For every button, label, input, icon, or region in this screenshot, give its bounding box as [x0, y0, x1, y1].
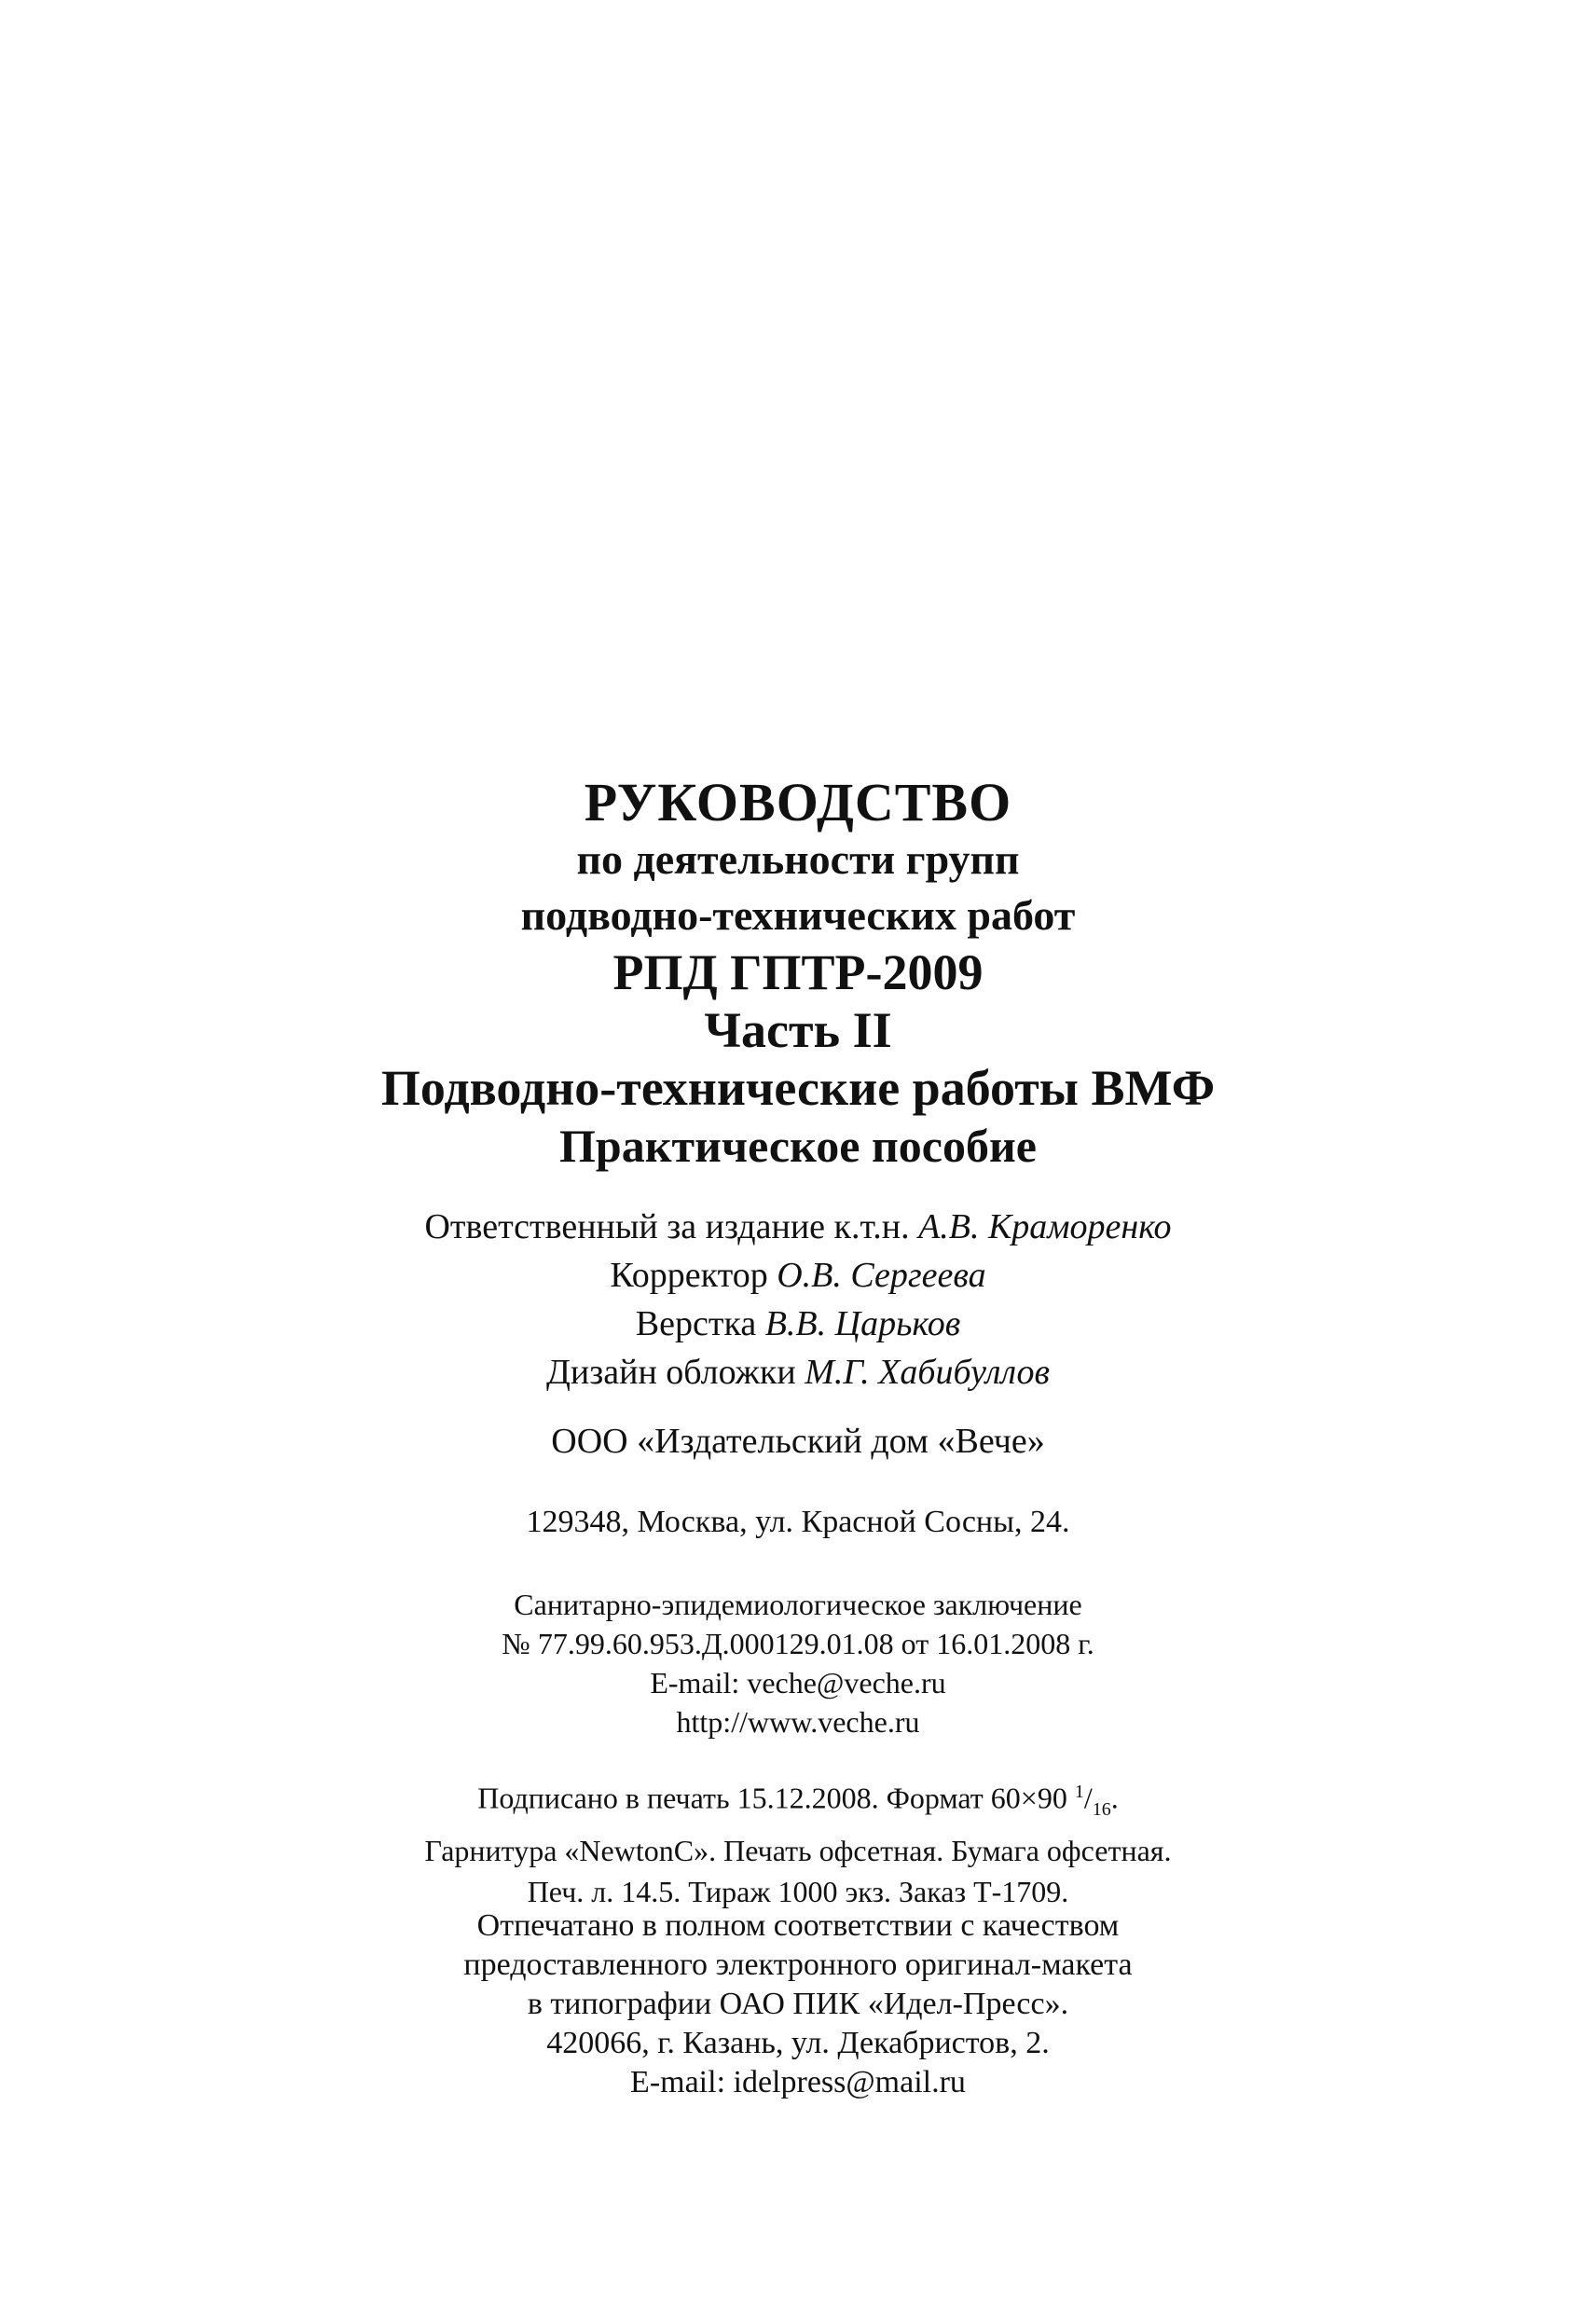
print-signed-end: .	[1110, 1781, 1119, 1815]
publisher-email: E-mail: veche@veche.ru	[650, 1666, 946, 1700]
credit-layout-role: Верстка	[635, 1304, 757, 1343]
book-subtitle-line-1: по деятельности групп	[576, 835, 1020, 883]
credit-editor-name: А.В. Краморенко	[918, 1207, 1172, 1246]
printer-line-1: Отпечатано в полном соответствии с качеством	[476, 1908, 1120, 1943]
credit-corrector	[0, 1251, 1596, 1300]
print-info-block	[0, 1771, 1596, 1912]
print-run: Печ. л. 14.5. Тираж 1000 экз. Заказ Т-1709.	[527, 1875, 1069, 1909]
printer-email: E-mail: idelpress@mail.ru	[630, 2065, 966, 2099]
part-number: Часть II	[704, 1002, 892, 1058]
credit-corrector-role: Корректор	[610, 1256, 768, 1295]
sanitary-number: № 77.99.60.953.Д.000129.01.08 от 16.01.2008 г.	[502, 1627, 1094, 1660]
credit-editor-role: Ответственный за издание к.т.н.	[424, 1207, 910, 1246]
credit-cover	[0, 1348, 1596, 1397]
printer-line-3: в типографии ОАО ПИК «Идел-Пресс».	[527, 1987, 1069, 2021]
credit-cover-role: Дизайн обложки	[545, 1353, 796, 1392]
publisher-name: ООО «Издательский дом «Вече»	[551, 1422, 1045, 1461]
publisher-address: 129348, Москва, ул. Красной Сосны, 24.	[526, 1505, 1070, 1539]
book-title: РУКОВОДСТВО	[584, 772, 1012, 833]
print-signed-format: Подписано в печать 15.12.2008. Формат 60×90 $^1/_{16}$.	[477, 1781, 1119, 1821]
book-subtitle-line-2: подводно-технических работ	[520, 891, 1076, 939]
print-typeface: Гарнитура «NewtonC». Печать офсетная. Бумага офсетная.	[424, 1834, 1172, 1868]
document-code: РПД ГПТР-2009	[612, 944, 984, 1000]
credit-editor	[0, 1203, 1596, 1251]
publisher-address-block	[0, 1501, 1596, 1544]
print-signed-text: Подписано в печать 15.12.2008. Формат 60×90	[477, 1781, 1067, 1815]
part-title: Подводно-технические работы ВМФ	[380, 1060, 1216, 1116]
format-numerator: 1	[1074, 1782, 1084, 1802]
publisher-block	[0, 1417, 1596, 1466]
publisher-website: http://www.veche.ru	[676, 1705, 920, 1739]
credit-cover-name: М.Г. Хабибуллов	[805, 1353, 1051, 1392]
title-block	[0, 774, 1596, 1175]
credit-layout-name: В.В. Царьков	[764, 1304, 961, 1343]
sanitary-title: Санитарно-эпидемиологическое заключение	[514, 1588, 1082, 1621]
printer-line-2: предоставленного электронного оригинал-макета	[463, 1947, 1133, 1982]
format-denominator: 16	[1092, 1799, 1111, 1821]
sanitary-block	[0, 1585, 1596, 1741]
credit-layout	[0, 1300, 1596, 1348]
printer-block	[0, 1906, 1596, 2102]
credit-corrector-name: О.В. Сергеева	[777, 1256, 986, 1295]
credits-block	[0, 1203, 1596, 1397]
publication-kind: Практическое пособие	[559, 1120, 1037, 1172]
printer-address: 420066, г. Казань, ул. Декабристов, 2.	[546, 2026, 1050, 2060]
